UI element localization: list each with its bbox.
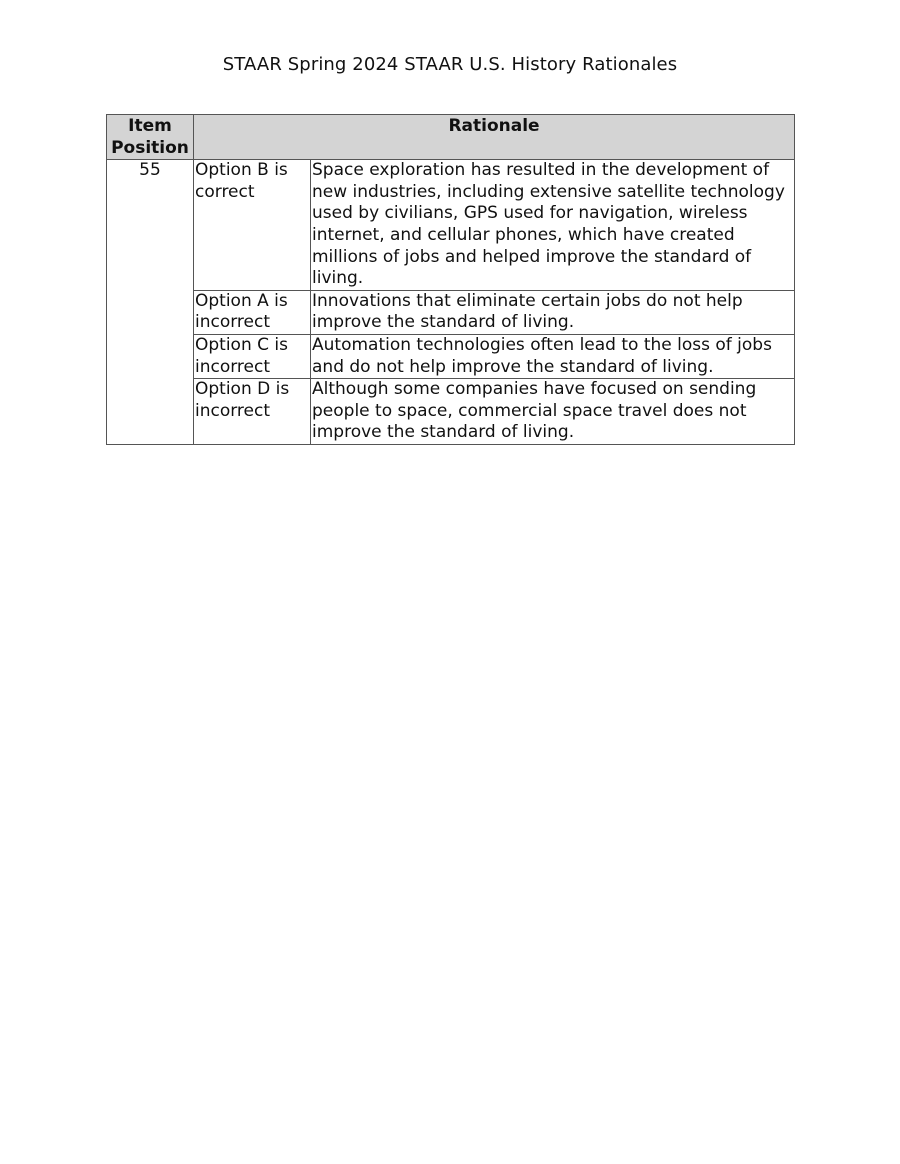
- table-row: [107, 290, 795, 334]
- item-position-cell: 55: [107, 160, 194, 445]
- table-row: [107, 379, 795, 445]
- option-label-cell: Option C is incorrect: [194, 334, 311, 378]
- item-position-header-line2: Position: [111, 137, 189, 158]
- document-title: STAAR Spring 2024 STAAR U.S. History Rationales: [222, 54, 678, 75]
- table-row: [107, 160, 795, 291]
- table-row: [107, 334, 795, 378]
- rationale-text-cell: Automation technologies often lead to the loss of jobs and do not help improve the standard of living.: [311, 334, 795, 378]
- rationale-header: Rationale: [194, 115, 795, 160]
- item-position-header-line1: Item: [128, 116, 172, 136]
- option-label-cell: Option B is correct: [194, 160, 311, 291]
- rationale-text-cell: Space exploration has resulted in the development of new industries, including extensive satellite technology used by civilians, GPS used for navigation, wireless internet, and cellular phones, which have created millions of jobs and helped improve the standard of living.: [311, 160, 795, 291]
- rationale-text-cell: Although some companies have focused on sending people to space, commercial space travel does not improve the standard of living.: [311, 379, 795, 445]
- option-label-cell: Option D is incorrect: [194, 379, 311, 445]
- option-label-cell: Option A is incorrect: [194, 290, 311, 334]
- rationale-table: [106, 114, 795, 445]
- table-header-row: [107, 115, 795, 160]
- rationale-text-cell: Innovations that eliminate certain jobs do not help improve the standard of living.: [311, 290, 795, 334]
- item-position-header: [107, 115, 194, 160]
